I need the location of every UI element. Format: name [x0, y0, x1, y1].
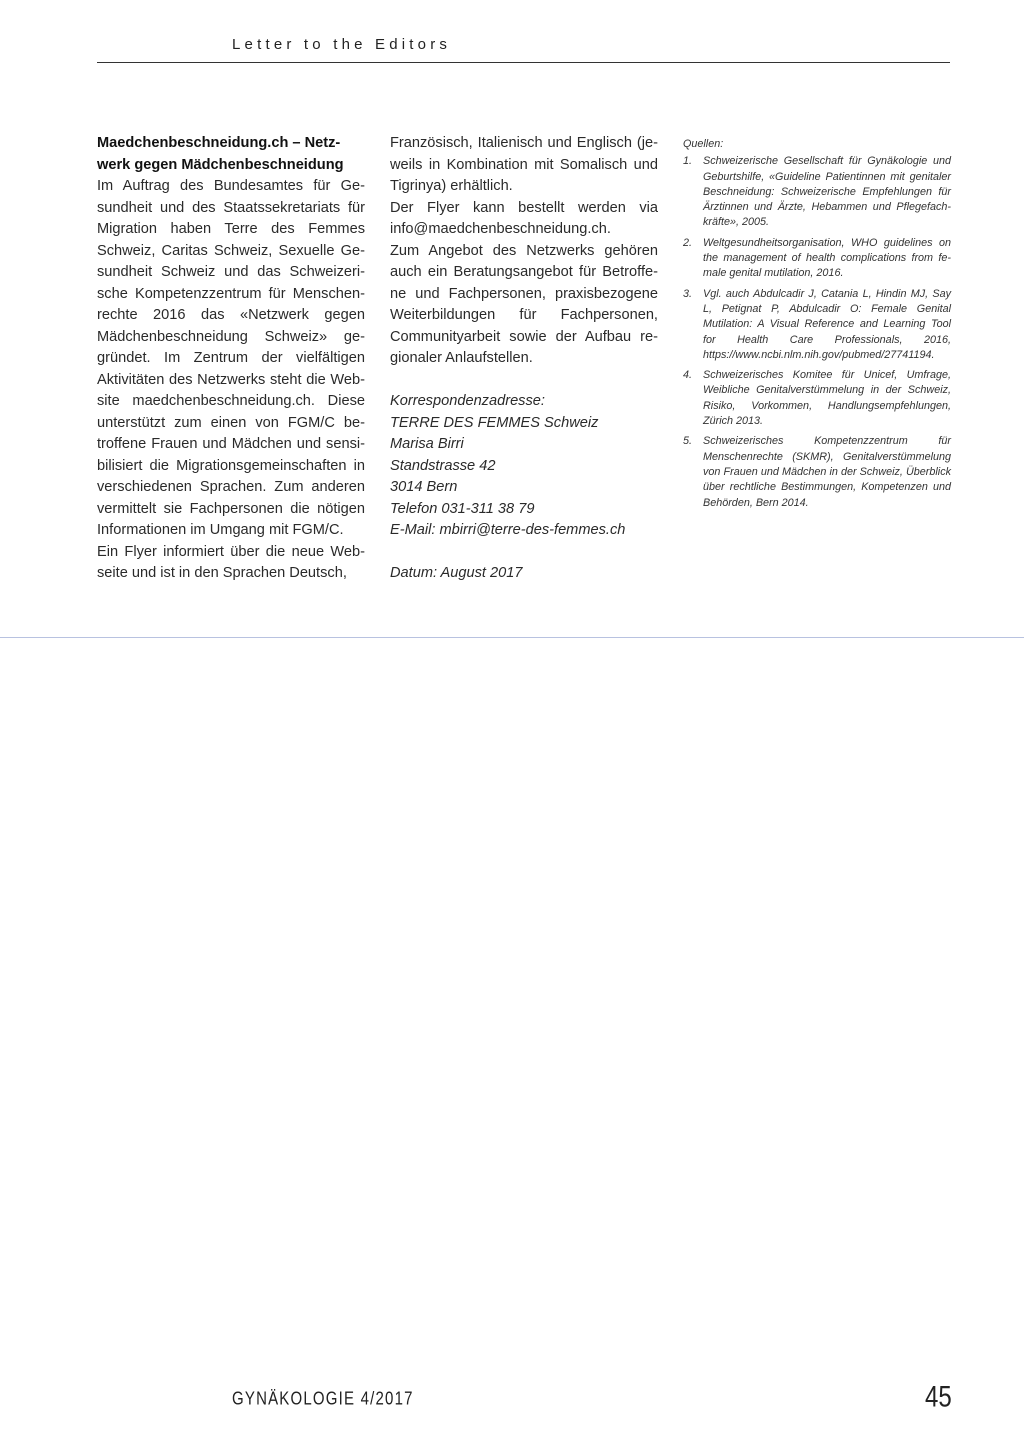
- section-title: Letter to the Editors: [232, 36, 452, 53]
- article-heading-line-1: Maedchenbeschneidung.ch – Netz-: [97, 135, 341, 151]
- reference-item: [683, 236, 951, 282]
- header-rule: [97, 62, 950, 63]
- article-date: Datum: August 2017: [390, 565, 523, 581]
- correspondence-organization: TERRE DES FEMMES Schweiz: [390, 414, 599, 431]
- article-paragraph: Der Flyer kann bestellt werden via info@maedchenbeschneidung.ch.: [390, 199, 658, 237]
- reference-text: Weltgesundheitsorganisation, WHO guidelines on the management of health complications from female genital mutilation, 2016.: [703, 236, 951, 280]
- article-paragraph: Zum Angebot des Netzwerks gehören auch ein Beratungsangebot für Betroffene und Fachpersonen, praxisbezogene Weiterbildungen für Fachpersonen, Communityarbeit sowie der Aufbau regionaler Anlaufstellen.: [390, 242, 658, 366]
- reference-text: Schweizerisches Kompetenzzentrum für Menschenrechte (SKMR), Genitalverstümmelung von Frauen und Mädchen in der Schweiz, Überblick über rechtliche Bestimmungen, Kompetenzen und Behörden, Bern 2014.: [703, 435, 951, 509]
- reference-item: [683, 287, 951, 363]
- correspondence-city: 3014 Bern: [390, 479, 458, 495]
- reference-number: 1.: [683, 155, 693, 168]
- reference-item: [683, 368, 951, 429]
- reference-number: 5.: [683, 435, 693, 448]
- correspondence-person: Marisa Birri: [390, 436, 464, 452]
- article-paragraph: Französisch, Italienisch und Englisch (jeweils in Kombination mit Somalisch und Tigrinya) erhältlich.: [390, 135, 658, 194]
- reference-number: 3.: [683, 287, 693, 300]
- reference-number: 4.: [683, 369, 693, 382]
- article-column-2: [390, 133, 658, 585]
- reference-text: Schweizerisches Komitee für Unicef, Umfrage, Weibliche Genitalverstümmelung in der Schweiz, Risiko, Vorkommen, Handlungsempfehlungen, Zürich 2013.: [703, 369, 951, 428]
- references: [683, 137, 951, 516]
- references-title: Quellen:: [683, 138, 724, 150]
- article-paragraph: Ein Flyer informiert über die neue Webseite und ist in den Sprachen Deutsch,: [97, 543, 365, 581]
- reference-item: [683, 154, 951, 230]
- reference-text: Vgl. auch Abdulcadir J, Catania L, Hindin MJ, Say L, Petignat P, Abdulcadir O: Female Genital Mutilation: A Visual Reference and Learning Tool for Health Care Professionals, 2016, https://www.ncbi.nlm.nih.gov/pubmed/27741194.: [703, 287, 951, 361]
- page-number: 45: [925, 1380, 952, 1414]
- correspondence-email: E-Mail: mbirri@terre-des-femmes.ch: [390, 522, 626, 538]
- article-column-1: [97, 133, 365, 585]
- correspondence-label: Korrespondenzadresse:: [390, 393, 545, 409]
- correspondence-phone: Telefon 031-311 38 79: [390, 500, 535, 517]
- article-paragraph: Im Auftrag des Bundesamtes für Gesundheit und des Staatssekretariats für Migration haben Terre des Femmes Schweiz, Caritas Schweiz, Sexuelle Gesundheit Schweiz und das Schweizerische Kompetenzzentrum für Menschenrechte 2016 das «Netzwerk gegen Mädchenbeschneidung Schweiz» gegründet. Im Zentrum der vielfältigen Aktivitäten des Netzwerks steht die Website maedchenbeschneidung.ch. Diese unterstützt zum einen von FGM/C betroffene Frauen und Mädchen und sensibilisiert die Migrationsgemeinschaften in verschiedenen Sprachen. Zum anderen vermittelt sie Fachpersonen die nötigen Informationen im Umgang mit FGM/C.: [97, 178, 365, 538]
- article-heading-line-2: werk gegen Mädchenbeschneidung: [97, 156, 344, 173]
- section-divider: [0, 637, 1024, 638]
- journal-name: GYNÄKOLOGIE 4/2017: [232, 1388, 414, 1410]
- references-list: [683, 154, 951, 511]
- reference-text: Schweizerische Gesellschaft für Gynäkologie und Geburtshilfe, «Guideline Patientinnen mit genitaler Beschneidung: Schweizerische Empfehlungen für Ärztinnen und Ärzte, Hebammen und Pflegefachkräfte», 2005.: [703, 155, 951, 229]
- correspondence-street: Standstrasse 42: [390, 457, 496, 474]
- reference-number: 2.: [683, 236, 693, 249]
- article-heading: [97, 133, 365, 176]
- reference-item: [683, 434, 951, 510]
